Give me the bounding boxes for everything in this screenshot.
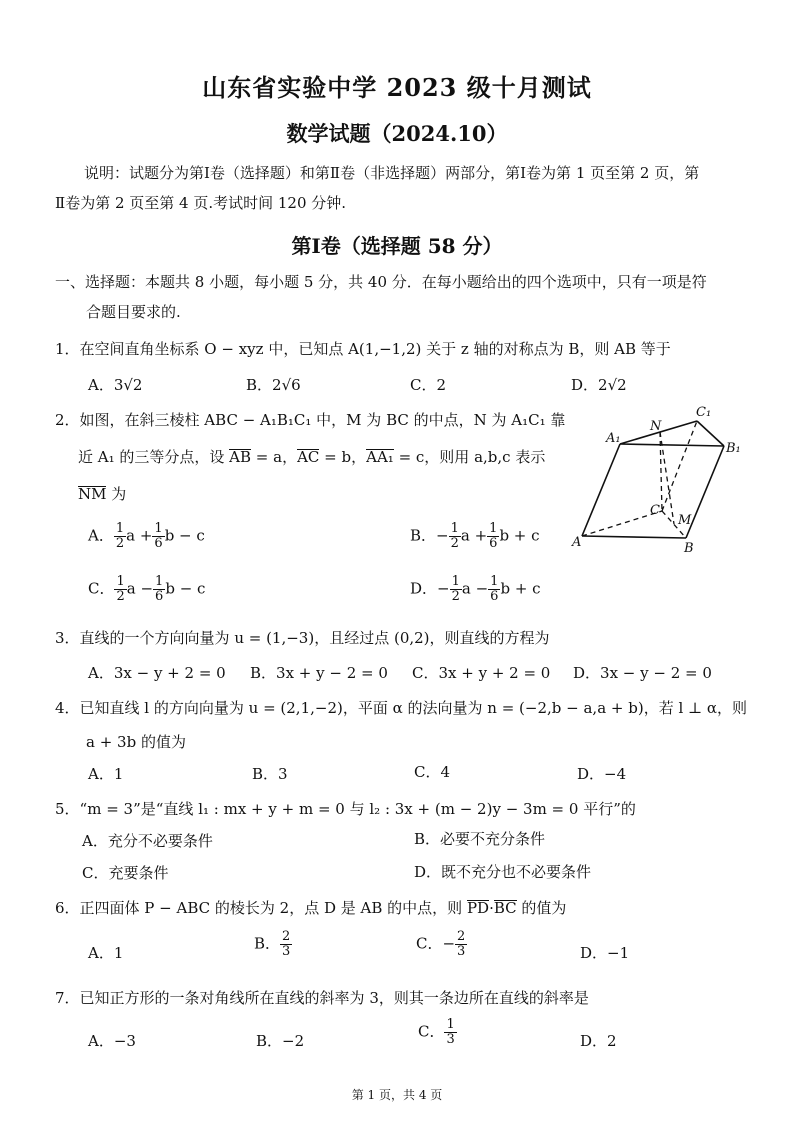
q6-option-a: A．1 — [88, 944, 124, 962]
q5-option-b: B．必要不充分条件 — [414, 830, 546, 848]
q6-c-label: C．− — [416, 934, 456, 953]
label-c1: C₁ — [696, 405, 712, 420]
fraction — [444, 1018, 456, 1047]
fraction — [450, 575, 462, 604]
question-2-line-3 — [78, 483, 126, 504]
question-2-line-2 — [78, 446, 545, 467]
label-m: M — [678, 513, 692, 528]
q1-option-c: C．2 — [410, 376, 447, 394]
q6-option-b — [254, 930, 292, 959]
fraction — [114, 575, 126, 604]
edge-b-b1 — [686, 446, 724, 538]
fraction — [455, 930, 467, 959]
numerator: 1 — [489, 521, 498, 536]
q1-option-a: A．3√2 — [88, 376, 143, 394]
fraction — [488, 575, 500, 604]
q2-b-mid: a + — [460, 526, 488, 545]
fraction — [114, 522, 126, 551]
q2-option-b — [410, 522, 540, 551]
q4-option-c: C．4 — [414, 763, 451, 781]
vector-ac: AC — [297, 448, 320, 466]
q7-option-d: D．2 — [580, 1032, 617, 1050]
vector-aa1: AA₁ — [366, 448, 394, 466]
label-c: C — [650, 503, 660, 518]
q2-text-e: 为 — [106, 485, 127, 503]
instructions-line-1: 说明：试题分为第Ⅰ卷（选择题）和第Ⅱ卷（非选择题）两部分，第Ⅰ卷为第 1 页至第 2 页，第 — [84, 164, 700, 182]
part-1-instructions-1: 一、选择题：本题共 8 小题，每小题 5 分，共 40 分．在每小题给出的四个选项中，只有一项是符 — [55, 273, 707, 291]
question-4-line-2: a + 3b 的值为 — [86, 733, 186, 751]
q2-a-end: b − c — [164, 526, 205, 545]
numerator: 2 — [282, 929, 291, 944]
q6-option-d: D．−1 — [580, 944, 630, 962]
q5-option-d: D．既不充分也不必要条件 — [414, 863, 592, 881]
denominator: 6 — [489, 536, 498, 551]
q2-a-mid: a + — [126, 526, 153, 545]
edge-c1-b1 — [697, 421, 724, 446]
denominator: 2 — [116, 589, 125, 604]
q2-option-d — [410, 575, 541, 604]
question-1-stem: 1．在空间直角坐标系 O − xyz 中，已知点 A(1,−1,2) 关于 z 轴的对称点为 B，则 AB 等于 — [55, 340, 671, 358]
fraction — [487, 522, 499, 551]
q2-d-label: D．− — [410, 579, 450, 598]
q2-d-end: b + c — [500, 579, 541, 598]
vector-ab: AB — [229, 448, 252, 466]
q1-option-d: D．2√2 — [571, 376, 627, 394]
denominator: 3 — [282, 944, 291, 959]
denominator: 3 — [446, 1032, 455, 1047]
q2-option-a — [88, 522, 205, 551]
fraction — [449, 522, 461, 551]
denominator: 6 — [154, 536, 163, 551]
q2-d-mid: a − — [461, 579, 489, 598]
q6-option-c — [416, 930, 467, 959]
edge-a-a1 — [582, 444, 620, 536]
question-4-line-1: 4．已知直线 l 的方向向量为 u = (2,1,−2)，平面 α 的法向量为 n = (−2,b − a,a + b)，若 l ⊥ α，则 — [55, 699, 748, 717]
section-title: 第Ⅰ卷（选择题 58 分） — [291, 234, 503, 258]
fraction — [280, 930, 292, 959]
q2-option-c — [88, 575, 205, 604]
denominator: 6 — [490, 589, 499, 604]
q5-option-a: A．充分不必要条件 — [82, 832, 213, 850]
instructions-line-2: Ⅱ卷为第 2 页至第 4 页.考试时间 120 分钟. — [55, 194, 347, 212]
edge-a-b — [582, 536, 686, 538]
label-b1: B₁ — [726, 441, 741, 456]
q3-option-a: A．3x − y + 2 = 0 — [88, 664, 226, 682]
part-1-instructions-2: 合题目要求的. — [86, 303, 181, 321]
q3-option-d: D．3x − y − 2 = 0 — [573, 664, 712, 682]
denominator: 3 — [457, 944, 466, 959]
q5-option-c: C．充要条件 — [82, 864, 169, 882]
q6-text-b: 的值为 — [516, 899, 567, 917]
numerator: 1 — [451, 574, 460, 589]
question-6-stem — [55, 897, 566, 918]
q2-c-end: b − c — [165, 579, 206, 598]
q4-option-b: B．3 — [252, 765, 288, 783]
q2-text-c: = b， — [319, 448, 367, 466]
q2-text-a: 近 A₁ 的三等分点，设 — [78, 448, 230, 466]
exam-title: 山东省实验中学 2023 级十月测试 — [202, 73, 592, 102]
q1-option-b: B．2√6 — [246, 376, 301, 394]
fraction — [152, 522, 164, 551]
q3-option-c: C．3x + y + 2 = 0 — [412, 664, 551, 682]
q2-c-label: C． — [88, 579, 115, 598]
denominator: 2 — [451, 589, 460, 604]
numerator: 1 — [446, 1017, 455, 1032]
label-a1: A₁ — [606, 431, 621, 446]
label-n: N — [650, 419, 662, 434]
q4-option-a: A．1 — [88, 765, 124, 783]
question-2-line-1: 2．如图，在斜三棱柱 ABC − A₁B₁C₁ 中，M 为 BC 的中点，N 为 A₁C₁ 靠 — [55, 411, 566, 429]
q4-option-d: D．−4 — [577, 765, 627, 783]
label-b: B — [684, 541, 694, 556]
question-3-stem: 3．直线的一个方向向量为 u = (1,−3)，且经过点 (0,2)，则直线的方程为 — [55, 629, 550, 647]
question-7-stem: 7．已知正方形的一条对角线所在直线的斜率为 3，则其一条边所在直线的斜率是 — [55, 989, 589, 1007]
q6-b-label: B． — [254, 934, 281, 953]
q7-c-label: C． — [418, 1022, 445, 1041]
vector-nm: NM — [78, 485, 107, 503]
edge-a1-b1 — [620, 444, 724, 446]
denominator: 6 — [155, 589, 164, 604]
q3-option-b: B．3x + y − 2 = 0 — [250, 664, 388, 682]
numerator: 1 — [116, 574, 125, 589]
q2-c-mid: a − — [126, 579, 154, 598]
numerator: 1 — [115, 521, 125, 536]
q2-b-end: b + c — [499, 526, 540, 545]
dot-operator: · — [489, 899, 494, 917]
q7-option-b: B．−2 — [256, 1032, 305, 1050]
numerator: 1 — [154, 521, 163, 536]
denominator: 2 — [115, 536, 125, 551]
q2-text-b: = a， — [251, 448, 298, 466]
vector-bc: BC — [493, 899, 517, 917]
q2-text-d: = c，则用 a,b,c 表示 — [393, 448, 546, 466]
q2-a-label: A． — [88, 526, 114, 545]
edge-c-c1 — [662, 421, 697, 511]
denominator: 2 — [450, 536, 459, 551]
numerator: 1 — [450, 521, 459, 536]
numerator: 1 — [155, 574, 164, 589]
vector-pd: PD — [466, 899, 490, 917]
numerator: 1 — [490, 574, 499, 589]
label-a: A — [572, 535, 582, 550]
page-number: 第 1 页，共 4 页 — [351, 1088, 443, 1102]
question-5-stem: 5．“m = 3”是“直线 l₁ : mx + y + m = 0 与 l₂ : 3x + (m − 2)y − 3m = 0 平行”的 — [55, 800, 636, 818]
q7-option-a: A．−3 — [88, 1032, 136, 1050]
exam-subtitle: 数学试题（2024.10） — [286, 121, 508, 146]
q7-option-c — [418, 1018, 457, 1047]
q2-b-label: B．− — [410, 526, 449, 545]
fraction — [153, 575, 165, 604]
numerator: 2 — [457, 929, 466, 944]
prism-figure — [570, 400, 770, 560]
q6-text-a: 6．正四面体 P − ABC 的棱长为 2，点 D 是 AB 的中点，则 — [55, 899, 467, 917]
